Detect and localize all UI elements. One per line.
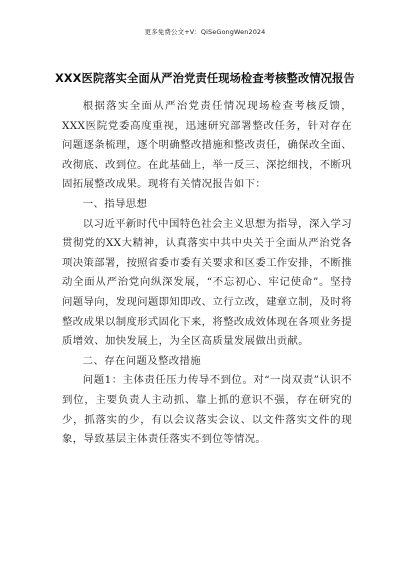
section-1-heading: 一、指导思想 (82, 197, 148, 210)
document-body (62, 97, 352, 450)
header-note: 更多免费公文+V：QiSeGongWen2024 (144, 28, 266, 36)
section-2-paragraph: 问题1：主体责任压力传导不到位。对“一岗双责”认识不到位，主要负责人主动抓、靠上抓的意识不强，存在研究的少，抓落实的少，有以会议落实会议、以文件落实文件的现象，导致基层主体责任落实不到位等情况。 (62, 374, 352, 446)
document-title: XXX医院落实全面从严治党责任现场检查考核整改情况报告 (55, 72, 355, 85)
section-2-heading: 二、存在问题及整改措施 (82, 354, 201, 367)
intro-paragraph: 根据落实全面从严治党责任情况现场检查考核反馈，XXX医院党委高度重视，迅速研究部署整改任务，针对存在问题逐条梳理，逐个明确整改措施和整改责任，确保改全面、改彻底、改到位。在此基础上，举一反三、深挖细找，不断巩固拓展整改成果。现将有关情况报告如下： (62, 100, 352, 191)
section-1-paragraph: 以习近平新时代中国特色社会主义思想为指导，深入学习贯彻党的XX大精神，认真落实中共中央关于全面从严治党各项决策部署，按照省委市委有关要求和区委工作安排，不断推动全面从严治党向纵深发展，“不忘初心、牢记使命”。坚持问题导向，发现问题即知即改、立行立改，建章立制，及时将整改成果以制度形式固化下来，将整改成效体现在各项业务提质增效、加快发展上，为全区高质量发展做出贡献。 (62, 217, 352, 348)
